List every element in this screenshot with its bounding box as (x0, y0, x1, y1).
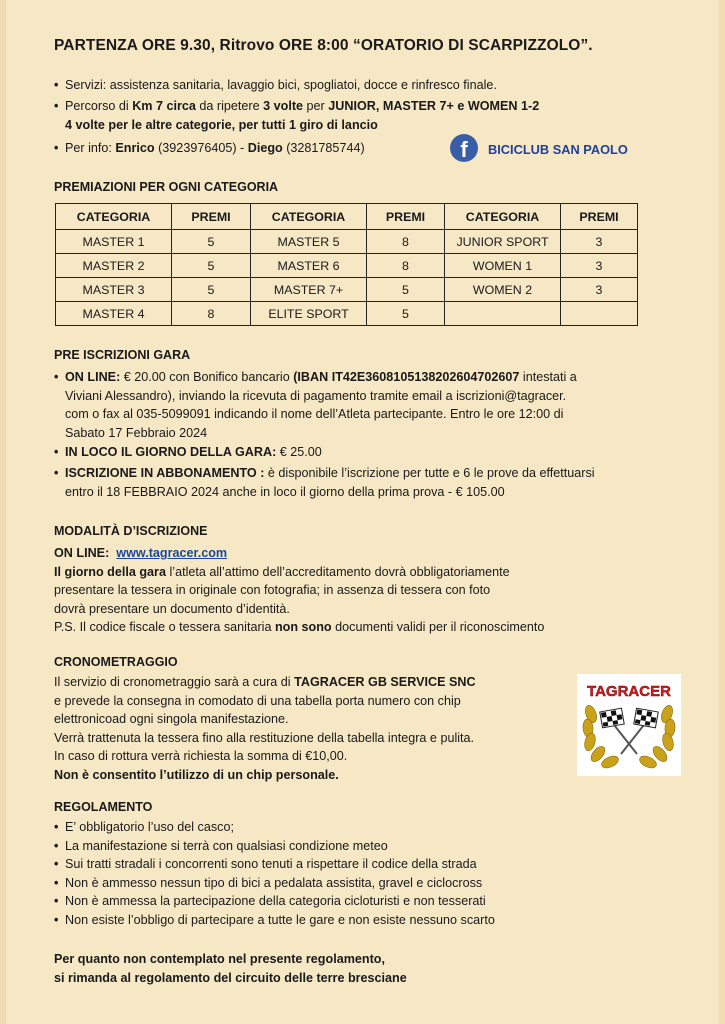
iscrizioni-online: • ON LINE: € 20.00 con Bonifico bancario (IBAN IT42E3608105138202604702607 intestati a Viviani Alessandro), inviando la ricevuta di pagamento tramite email a iscrizioni@tagracer. com o fax al 035-5099091 indicando il nome dell’Atleta partecipante. Entro le ore 12:00 di Sabato 17 Febbraio 2024 (54, 370, 577, 440)
column-header: PREMI (561, 204, 638, 230)
table-cell (445, 302, 561, 326)
table-cell: JUNIOR SPORT (445, 230, 561, 254)
page-title: PARTENZA ORE 9.30, Ritrovo ORE 8:00 “ORATORIO DI SCARPIZZOLO”. (54, 37, 593, 54)
table-cell: 5 (172, 230, 251, 254)
table-cell: MASTER 1 (56, 230, 172, 254)
table-cell: 5 (367, 302, 445, 326)
iscrizioni-in-loco: • IN LOCO IL GIORNO DELLA GARA: € 25.00 (54, 445, 322, 459)
table-cell: 8 (172, 302, 251, 326)
table-cell: MASTER 3 (56, 278, 172, 302)
iscrizioni-abbonamento: • ISCRIZIONE IN ABBONAMENTO : è disponibile l’iscrizione per tutte e 6 le prove da effettuarsi entro il 18 FEBBRAIO 2024 anche in loco il giorno della prima prova - € 105.00 (54, 466, 595, 499)
table-cell: WOMEN 1 (445, 254, 561, 278)
table-cell: 5 (172, 278, 251, 302)
table-cell: WOMEN 2 (445, 278, 561, 302)
table-cell: 8 (367, 254, 445, 278)
tagracer-logo-text: TAGRACER (587, 683, 671, 700)
modalita-body: ON LINE: www.tagracer.com Il giorno della gara l’atleta all’attimo dell’accreditamento dovrà obbligatoriamente presentare la tessera in originale con fotografia; in assenza di tessera con foto dovrà presentare un documento d’identità. P.S. Il codice fiscale o tessera sanitaria non sono documenti validi per il riconoscimento (54, 546, 545, 634)
table-cell: 3 (561, 278, 638, 302)
table-cell: MASTER 7+ (251, 278, 367, 302)
cronometraggio-body: Il servizio di cronometraggio sarà a cura di TAGRACER GB SERVICE SNC e prevede la consegna in comodato di una tabella porta numero con chip elettronicoad ogni singola manifestazione. Verrà trattenuta la tessera fino alla restituzione della tabella integra e pulita. In caso di rottura verrà richiesta la somma di €10,00. Non è consentito l’utilizzo di un chip personale. (54, 675, 476, 782)
regolamento-list (54, 818, 495, 929)
info-contatti: • Per info: Enrico (3923976405) - Diego (3281785744) (54, 141, 365, 155)
table-cell: MASTER 2 (56, 254, 172, 278)
cronometraggio-title: CRONOMETRAGGIO (54, 655, 178, 669)
column-header: CATEGORIA (445, 204, 561, 230)
iscrizioni-title: PRE ISCRIZIONI GARA (54, 348, 191, 362)
table-row (56, 230, 638, 254)
table-cell: 3 (561, 254, 638, 278)
table-cell: MASTER 4 (56, 302, 172, 326)
regolamento-title: REGOLAMENTO (54, 800, 153, 814)
column-header: CATEGORIA (56, 204, 172, 230)
info-percorso: • Percorso di Km 7 circa da ripetere 3 volte per JUNIOR, MASTER 7+ e WOMEN 1-2 4 volte per le altre categorie, per tutti 1 giro di lancio (54, 99, 540, 132)
tagracer-logo (577, 674, 681, 776)
closing-note: Per quanto non contemplato nel presente regolamento, si rimanda al regolamento del circuito delle terre bresciane (54, 952, 407, 985)
table-cell: 5 (172, 254, 251, 278)
table-row (56, 302, 638, 326)
facebook-page-label[interactable]: BICICLUB SAN PAOLO (488, 142, 628, 157)
modalita-title: MODALITÀ D’ISCRIZIONE (54, 524, 208, 538)
table-header-row (56, 204, 638, 230)
tagracer-link[interactable]: www.tagracer.com (116, 546, 228, 560)
premiazioni-table (55, 203, 638, 326)
table-cell: 5 (367, 278, 445, 302)
list-item: • E’ obbligatorio l’uso del casco; (54, 820, 234, 834)
table-row (56, 278, 638, 302)
premiazioni-title: PREMIAZIONI PER OGNI CATEGORIA (54, 180, 279, 194)
list-item: • Non esiste l’obbligo di partecipare a tutte le gare e non esiste nessuno scarto (54, 912, 495, 927)
table-cell: MASTER 5 (251, 230, 367, 254)
tagracer-logo-graphic (577, 674, 681, 776)
table-cell: 3 (561, 230, 638, 254)
list-item: • Non è ammessa la partecipazione della categoria cicloturisti e non tesserati (54, 894, 486, 908)
list-item: • La manifestazione si terrà con qualsiasi condizione meteo (54, 838, 388, 853)
table-cell: ELITE SPORT (251, 302, 367, 326)
list-item: • Non è ammesso nessun tipo di bici a pedalata assistita, gravel e ciclocross (54, 875, 483, 890)
column-header: CATEGORIA (251, 204, 367, 230)
info-servizi: • Servizi: assistenza sanitaria, lavaggio bici, spogliatoi, docce e rinfresco finale. (54, 78, 497, 92)
list-item: • Sui tratti stradali i concorrenti sono tenuti a rispettare il codice della strada (54, 857, 477, 871)
table-row (56, 254, 638, 278)
table-cell (561, 302, 638, 326)
table-cell: 8 (367, 230, 445, 254)
column-header: PREMI (172, 204, 251, 230)
column-header: PREMI (367, 204, 445, 230)
table-cell: MASTER 6 (251, 254, 367, 278)
facebook-icon[interactable]: f (450, 134, 478, 162)
